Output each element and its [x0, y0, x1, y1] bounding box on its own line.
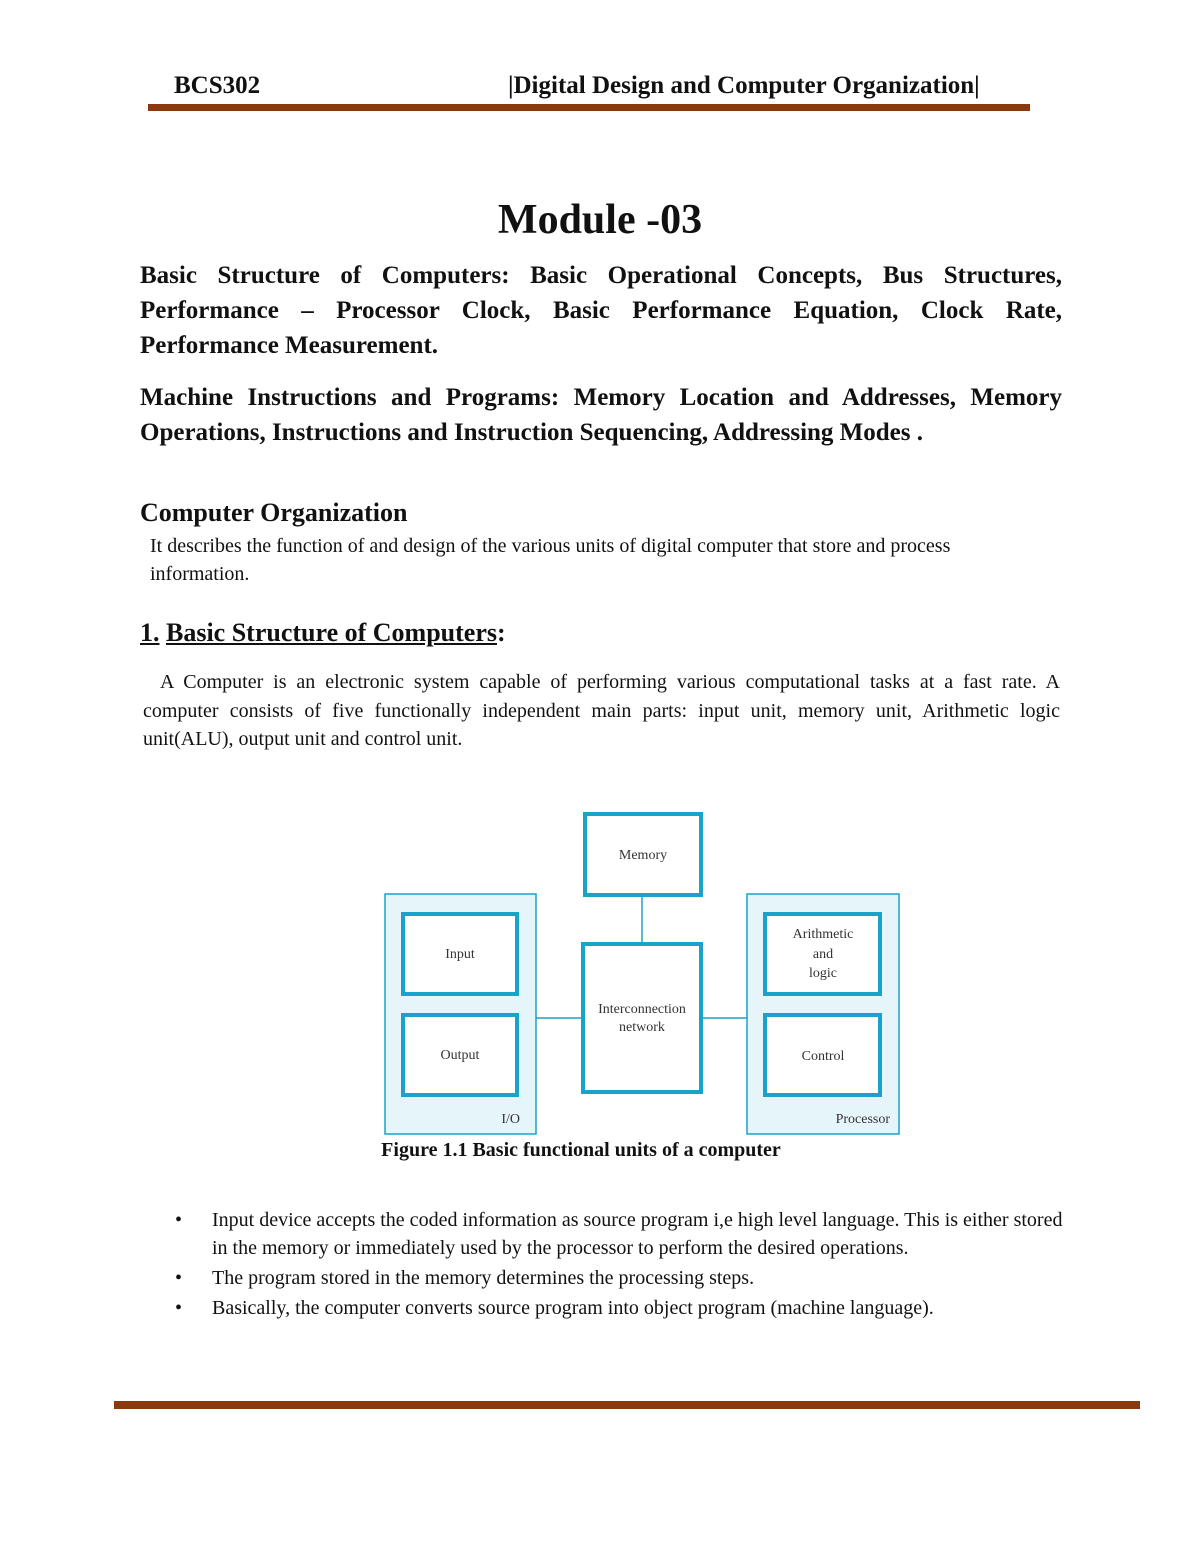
course-title: |Digital Design and Computer Organization|	[508, 72, 980, 99]
list-item	[175, 1294, 1065, 1322]
list-item	[175, 1206, 1065, 1262]
interconnection-label-2: network	[619, 1020, 665, 1035]
module-title: Module -03	[497, 197, 703, 243]
bullet-marker: •	[175, 1297, 183, 1319]
header-rule	[148, 104, 1030, 111]
section-intro	[143, 668, 1060, 754]
output-label: Output	[440, 1048, 480, 1063]
bullet-marker: •	[175, 1267, 183, 1289]
diagram-svg	[380, 810, 905, 1140]
figure-caption: Figure 1.1 Basic functional units of a computer	[381, 1139, 781, 1161]
topic-basic-structure: Basic Structure of Computers: Basic Operational Concepts, Bus Structures, Performance – Processor Clock, Basic Performance Equation, Clock Rate, Performance Measurement.	[140, 262, 1062, 359]
list-item-text: Input device accepts the coded information as source program i,e high level language. This is either stored in the memory or immediately used by the processor to perform the desired operations.	[212, 1209, 1063, 1259]
processor-group-label: Processor	[835, 1112, 890, 1127]
list-item	[175, 1264, 1065, 1292]
io-group-label: I/O	[501, 1112, 520, 1127]
interconnection-label-1: Interconnection	[598, 1002, 686, 1017]
footer-rule	[114, 1401, 1140, 1409]
course-code: BCS302	[174, 72, 261, 99]
alu-label-2: and	[812, 947, 834, 962]
bullet-list	[175, 1206, 1065, 1324]
input-label: Input	[445, 947, 475, 962]
functional-units-diagram	[380, 810, 905, 1140]
section-heading	[140, 618, 506, 648]
control-label: Control	[801, 1049, 845, 1064]
memory-label: Memory	[618, 848, 668, 863]
section-number: 1.	[140, 618, 160, 647]
section-intro-text: A Computer is an electronic system capable of performing various computational tasks at a fast rate. A computer consists of five functionally independent main parts: input unit, memory unit, Arithmetic logic unit(ALU), output unit and control unit.	[143, 671, 1060, 750]
computer-organization-heading: Computer Organization	[140, 498, 408, 527]
section-title: Basic Structure of Computers	[166, 618, 497, 647]
section-colon: :	[496, 618, 506, 647]
list-item-text: Basically, the computer converts source program into object program (machine language).	[212, 1297, 934, 1319]
bullet-marker: •	[175, 1209, 183, 1231]
topic-machine-instructions: Machine Instructions and Programs: Memory Location and Addresses, Memory Operations, Instructions and Instruction Sequencing, Addressing Modes .	[140, 384, 1062, 446]
alu-label-3: logic	[809, 966, 837, 981]
interconnection-box	[583, 944, 701, 1092]
list-item-text: The program stored in the memory determines the processing steps.	[212, 1267, 755, 1289]
alu-label-1: Arithmetic	[792, 927, 854, 942]
computer-organization-text: It describes the function of and design of the various units of digital computer that store and process information.	[150, 535, 951, 585]
